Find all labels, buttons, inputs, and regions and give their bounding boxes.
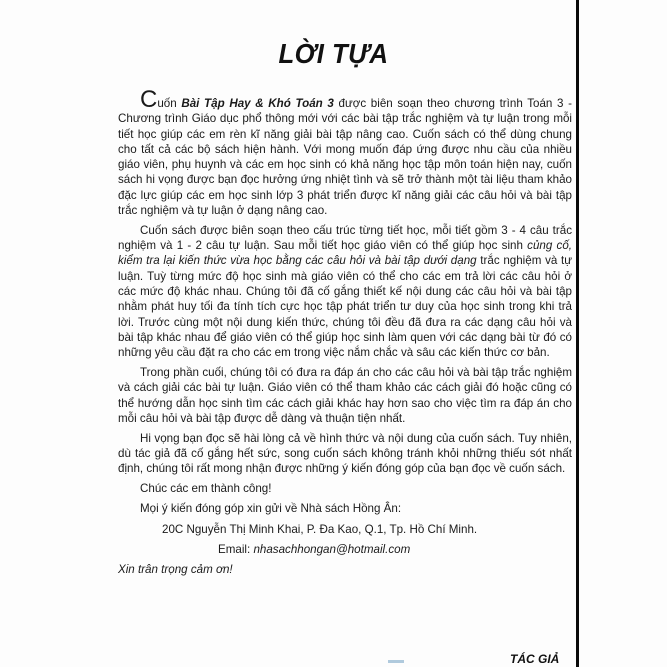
structure-text-2: trắc nghiệm và tự luận. Tuỳ từng mức độ học sinh mà giáo viên có thể cho các em trả lời các câu hỏi ở các mức độ khác nhau. Chúng tôi đã cố gắng thiết kế nội dung các câu hỏi và bài tập nhằm phát huy tối đa tính tích cực học tập phát triển tư duy của học sinh trong khi trả lời. Trước cùng một nội dung kiến thức, chúng tôi đều đã đưa ra các dạng câu hỏi và bài tập khác nhau để giáo viên có thể giúp học sinh làm quen với các dạng bài từ đó có những yêu cầu đặt ra cho các em trong việc nắm chắc và sâu các kiến thức cơ bản. — [118, 254, 573, 360]
wish-line: Chúc các em thành công! — [140, 482, 272, 496]
book-title: Bài Tập Hay & Khó Toán 3 — [181, 97, 334, 110]
page-edge-rule — [576, 0, 579, 667]
drop-cap: C — [140, 86, 158, 113]
thanks-line: Xin trân trọng cảm ơn! — [118, 563, 233, 577]
paragraph-hope: Hi vọng bạn đọc sẽ hài lòng cả về hình thức và nội dung của cuốn sách. Tuy nhiên, dù tác giả đã cố gắng hết sức, song cuốn sách không tránh khỏi những thiếu sót nhất định, chúng tôi rất mong nhận được những ý kiến đóng góp của bạn đọc về cuốn sách. — [118, 431, 572, 476]
email-address: nhasachhongan@hotmail.com — [253, 543, 411, 557]
intro-text: được biên soạn theo chương trình Toán 3 - Chương trình Giáo dục phổ thông mới với các bài tập trắc nghiệm và tự luận trong mỗi tiết học giúp các em rèn kĩ năng giải bài tập nâng cao. Cuốn sách có thể dùng chung cho tất cả các bộ sách hiện hành. Với mong muốn đáp ứng được nhu cầu của nhiều giáo viên, phụ huynh và các em học sinh có khả năng học tập môn toán hiện nay, cuốn sách hi vọng được bạn đọc hưởng ứng nhiệt tình và sẽ trở thành một tài liệu tham khảo đặc lực giúp các em học sinh lớp 3 phát triển được kĩ năng giải các câu hỏi và bài tập trắc nghiệm và tự luận ở dạng nâng cao. — [118, 97, 572, 218]
email-line — [118, 542, 572, 557]
page-title: LỜI TỰA — [278, 38, 389, 69]
paragraph-answers: Trong phần cuối, chúng tôi có đưa ra đáp án cho các câu hỏi và bài tập trắc nghiệm và cách giải các bài tự luận. Giáo viên có thể tham khảo các cách giải đó hoặc cũng có thể hướng dẫn học sinh tìm các cách giải khác hay hơn sao cho việc tìm ra đáp án cho mỗi câu hỏi và bài tập được dễ dàng và thuận tiện nhất. — [118, 366, 572, 425]
scan-artifact — [388, 660, 404, 663]
document-body — [118, 86, 573, 583]
paragraph-intro — [118, 86, 572, 218]
paragraph-structure — [118, 223, 572, 361]
address-line: 20C Nguyễn Thị Minh Khai, P. Đa Kao, Q.1, Tp. Hồ Chí Minh. — [162, 522, 478, 536]
structure-text-1: Cuốn sách được biên soạn theo cấu trúc từng tiết học, mỗi tiết gồm 3 - 4 câu trắc nghiệm và 1 - 2 câu tự luận. Sau mỗi tiết học giáo viên có thể giúp học sinh — [118, 223, 572, 253]
intro-lead: uốn — [157, 97, 182, 110]
contact-intro: Mọi ý kiến đóng góp xin gửi về Nhà sách Hồng Ân: — [140, 502, 402, 516]
signature: TÁC GIẢ — [510, 652, 560, 666]
email-label: Email: — [218, 543, 254, 557]
structure-italic: củng cố, kiểm tra lại kiến thức vừa học bằng các câu hỏi và bài tập dưới dạng — [118, 239, 572, 268]
